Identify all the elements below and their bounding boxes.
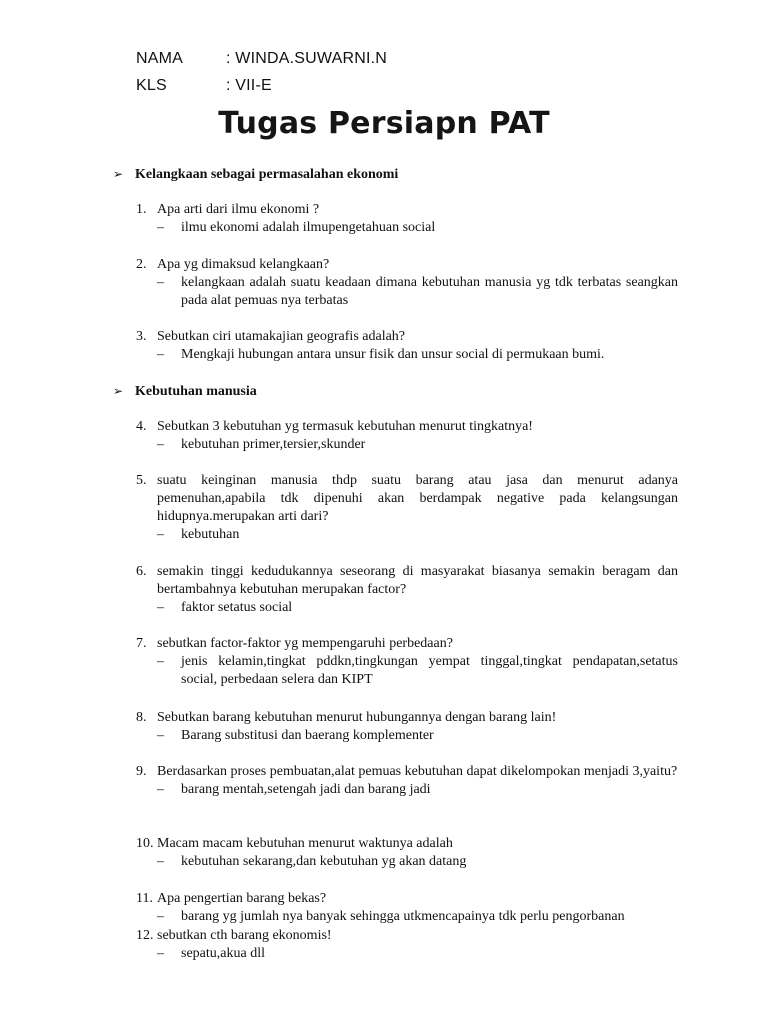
arrow-bullet-icon: ➢ [113, 167, 124, 181]
dash-bullet-icon: – [157, 782, 164, 797]
document-title: Tugas Persiapn PAT [218, 106, 550, 141]
answer [157, 219, 678, 237]
question-text: Apa pengertian barang bekas? [157, 891, 327, 906]
question-item [136, 635, 678, 689]
name-label: NAMA [136, 50, 184, 67]
question-item [136, 418, 678, 454]
question-number: 9. [136, 764, 147, 779]
question-number: 5. [136, 473, 147, 488]
question-text: Apa yg dimaksud kelangkaan? [157, 257, 330, 272]
dash-bullet-icon: – [157, 654, 164, 669]
dash-bullet-icon: – [157, 728, 164, 743]
question-number: 10. [136, 836, 154, 851]
answer [157, 436, 678, 454]
dash-bullet-icon: – [157, 600, 164, 615]
answer [157, 274, 678, 310]
question-item [136, 927, 678, 963]
question-text: sebutkan cth barang ekonomis! [157, 928, 332, 943]
question-item [136, 328, 678, 364]
question-text: Berdasarkan proses pembuatan,alat pemuas kebutuhan dapat dikelompokan menjadi 3,yaitu? [157, 764, 678, 779]
answer [157, 653, 678, 689]
answer [157, 853, 678, 871]
question-number: 3. [136, 329, 147, 344]
question-number: 12. [136, 928, 154, 943]
question-item [136, 835, 678, 871]
dash-bullet-icon: – [157, 909, 164, 924]
question-number: 7. [136, 636, 147, 651]
question-number: 4. [136, 419, 147, 434]
answer-text: barang mentah,setengah jadi dan barang jadi [181, 782, 431, 797]
dash-bullet-icon: – [157, 220, 164, 235]
answer [157, 346, 678, 364]
question-number: 1. [136, 202, 147, 217]
answer [157, 945, 678, 963]
answer-text: kebutuhan [181, 527, 240, 542]
question-number: 6. [136, 564, 147, 579]
answer-text: jenis kelamin,tingkat pddkn,tingkungan yempat tinggal,tingkat pendapatan,setatus social, perbedaan selera dan KIPT [181, 654, 678, 687]
answer [157, 908, 678, 926]
answer-text: kebutuhan primer,tersier,skunder [181, 437, 366, 452]
answer-text: barang yg jumlah nya banyak sehingga utkmencapainya tdk perlu pengorbanan [181, 909, 625, 924]
question-item [136, 563, 678, 617]
question-text: Sebutkan barang kebutuhan menurut hubungannya dengan barang lain! [157, 710, 557, 725]
section-title: Kebutuhan manusia [135, 384, 257, 399]
question-text: semakin tinggi kedudukannya seseorang di masyarakat biasanya semakin beragam dan bertambahnya kebutuhan merupakan factor? [157, 564, 678, 597]
section-heading [113, 165, 398, 184]
question-item [136, 472, 678, 544]
dash-bullet-icon: – [157, 527, 164, 542]
question-item [136, 256, 678, 310]
section-title: Kelangkaan sebagai permasalahan ekonomi [135, 167, 399, 182]
answer [157, 599, 678, 617]
answer-text: ilmu ekonomi adalah ilmupengetahuan social [181, 220, 436, 235]
question-text: Apa arti dari ilmu ekonomi ? [157, 202, 320, 217]
question-text: Macam macam kebutuhan menurut waktunya adalah [157, 836, 453, 851]
question-text: Sebutkan 3 kebutuhan yg termasuk kebutuhan menurut tingkatnya! [157, 419, 533, 434]
question-number: 2. [136, 257, 147, 272]
question-item [136, 890, 678, 926]
answer-text: Barang substitusi dan baerang komplementer [181, 728, 434, 743]
class-label: KLS [136, 77, 167, 94]
question-number: 8. [136, 710, 147, 725]
question-item [136, 201, 678, 237]
answer-text: Mengkaji hubungan antara unsur fisik dan unsur social di permukaan bumi. [181, 347, 605, 362]
answer-text: kebutuhan sekarang,dan kebutuhan yg akan datang [181, 854, 467, 869]
class-value: : VII-E [226, 77, 272, 94]
question-number: 11. [136, 891, 153, 906]
dash-bullet-icon: – [157, 946, 164, 961]
answer-text: sepatu,akua dll [181, 946, 265, 961]
question-item [136, 763, 678, 799]
name-value: : WINDA.SUWARNI.N [226, 50, 388, 67]
question-item [136, 709, 678, 745]
dash-bullet-icon: – [157, 347, 164, 362]
answer [157, 727, 678, 745]
answer [157, 781, 678, 799]
section-heading [113, 382, 257, 401]
question-text: Sebutkan ciri utamakajian geografis adalah? [157, 329, 406, 344]
answer-text: faktor setatus social [181, 600, 293, 615]
dash-bullet-icon: – [157, 437, 164, 452]
arrow-bullet-icon: ➢ [113, 384, 124, 398]
answer-text: kelangkaan adalah suatu keadaan dimana kebutuhan manusia yg tdk terbatas seangkan pada alat pemuas nya terbatas [181, 275, 678, 308]
dash-bullet-icon: – [157, 275, 164, 290]
question-text: sebutkan factor-faktor yg mempengaruhi perbedaan? [157, 636, 453, 651]
answer [157, 526, 678, 544]
question-text: suatu keinginan manusia thdp suatu barang atau jasa dan menurut adanya pemenuhan,apabila tdk dipenuhi akan berdampak negative pada kelangsungan hidupnya.merupakan arti dari? [157, 473, 678, 524]
dash-bullet-icon: – [157, 854, 164, 869]
